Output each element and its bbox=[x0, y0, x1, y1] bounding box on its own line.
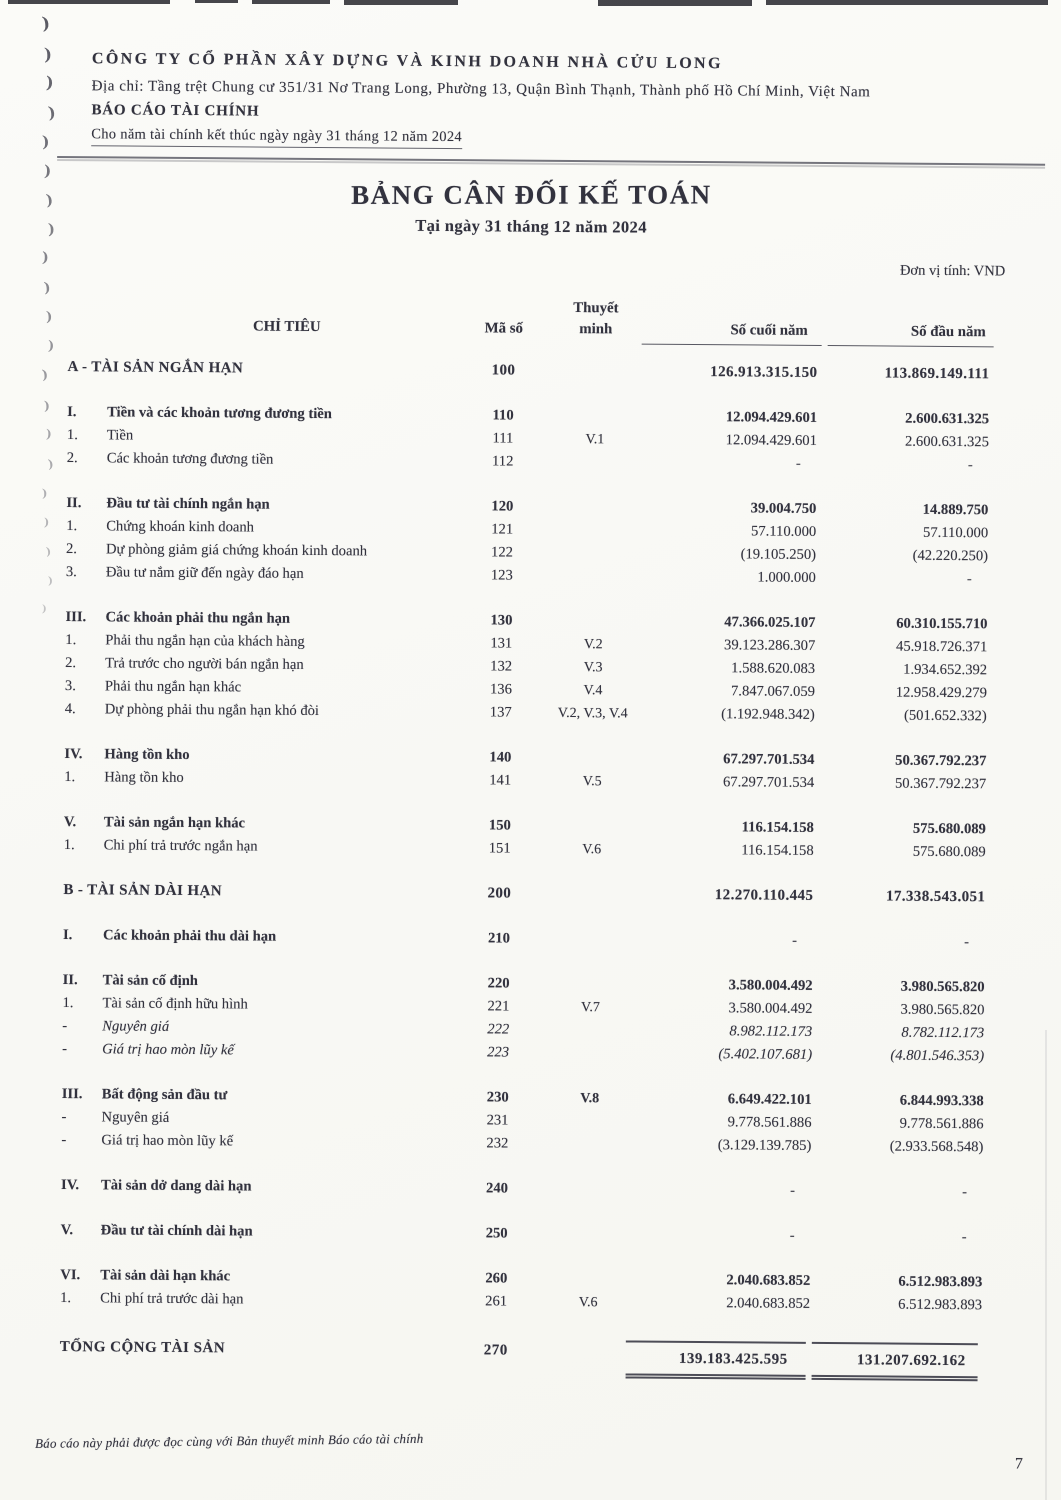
row-note bbox=[532, 815, 652, 839]
row-beginning-value: - bbox=[961, 1229, 967, 1246]
row-beginning-value: (501.652.332) bbox=[903, 707, 987, 725]
row-code: 250 bbox=[485, 1225, 508, 1242]
binding-hole-icon: ) bbox=[41, 249, 49, 267]
row-note bbox=[534, 542, 654, 566]
row-label bbox=[59, 629, 469, 655]
row-label-text: Hàng tồn kho bbox=[104, 746, 190, 764]
row-note bbox=[529, 1223, 649, 1247]
row-label-text: Đầu tư nắm giữ đến ngày đáo hạn bbox=[105, 564, 304, 582]
row-ending-value: 1.000.000 bbox=[757, 569, 816, 586]
row-ending-value: 39.123.286.307 bbox=[724, 637, 816, 654]
row-note: V.8 bbox=[580, 1091, 600, 1107]
row-code: 223 bbox=[487, 1044, 510, 1061]
row-code: 141 bbox=[489, 772, 512, 789]
row-beginning-value: 45.918.726.371 bbox=[896, 638, 988, 656]
row-label bbox=[54, 1264, 464, 1290]
row-ending-value: 6.649.422.101 bbox=[727, 1091, 812, 1108]
row-prefix: IV. bbox=[60, 1177, 80, 1194]
row-note bbox=[534, 565, 654, 589]
binding-hole-icon: ) bbox=[45, 426, 52, 442]
row-ending-value: 116.154.158 bbox=[741, 842, 814, 859]
row-label bbox=[58, 743, 468, 769]
row-beginning-value: 1.934.652.392 bbox=[903, 661, 988, 679]
row-ending-value: 3.580.004.492 bbox=[728, 977, 813, 994]
row-label-text: Dự phòng phải thu ngắn hạn khó đòi bbox=[104, 701, 320, 720]
row-prefix: III. bbox=[61, 1086, 83, 1103]
row-prefix: 1. bbox=[64, 769, 76, 786]
table-row bbox=[54, 1336, 994, 1381]
row-label-text: Phải thu ngắn hạn của khách hàng bbox=[105, 632, 305, 650]
row-label-text: Tài sản dở dang dài hạn bbox=[100, 1177, 252, 1195]
row-note bbox=[533, 610, 653, 634]
row-note: V.2 bbox=[583, 637, 603, 653]
row-label bbox=[59, 652, 469, 678]
row-prefix: 2. bbox=[65, 541, 78, 558]
row-note bbox=[529, 1110, 649, 1134]
row-prefix: 1. bbox=[66, 427, 78, 444]
row-beginning-value: 57.110.000 bbox=[922, 524, 989, 542]
binding-hole-icon: ) bbox=[47, 574, 54, 587]
table-row bbox=[55, 1219, 995, 1249]
row-ending-value: 8.982.112.173 bbox=[729, 1023, 813, 1040]
row-note: V.2, V.3, V.4 bbox=[557, 705, 628, 722]
row-code: 121 bbox=[491, 521, 514, 538]
binding-hole-icon: ) bbox=[45, 190, 54, 210]
row-code: 136 bbox=[489, 681, 512, 698]
row-code: 122 bbox=[491, 544, 514, 561]
row-prefix: II. bbox=[62, 972, 78, 989]
row-beginning-value: 60.310.155.710 bbox=[896, 615, 988, 633]
row-code: 210 bbox=[487, 930, 510, 947]
row-ending-value: (5.402.107.681) bbox=[718, 1046, 813, 1063]
row-prefix: IV. bbox=[64, 746, 83, 763]
row-label bbox=[61, 401, 471, 427]
row-label-text: Tiền bbox=[106, 427, 134, 444]
row-code: 240 bbox=[486, 1180, 509, 1197]
row-label bbox=[58, 834, 468, 860]
row-prefix: III. bbox=[65, 609, 87, 626]
row-code: 151 bbox=[488, 840, 511, 857]
row-label bbox=[60, 538, 470, 564]
row-ending-value: (19.105.250) bbox=[740, 546, 817, 563]
binding-hole-icon: ) bbox=[41, 367, 49, 384]
row-ending-value: 67.297.701.534 bbox=[722, 774, 815, 791]
row-ending-value: 1.588.620.083 bbox=[731, 660, 816, 677]
row-note bbox=[535, 451, 655, 475]
row-ending-value: 39.004.750 bbox=[750, 500, 817, 517]
column-header-beginning-balance: Số đầu năm bbox=[828, 323, 994, 347]
document-title: BẢNG CÂN ĐỐI KẾ TOÁN bbox=[351, 179, 712, 210]
row-code: 231 bbox=[486, 1112, 509, 1129]
binding-hole-icon: ) bbox=[47, 220, 56, 238]
row-prefix: II. bbox=[66, 495, 82, 512]
company-address: Địa chỉ: Tầng trệt Chung cư 351/31 Nơ Trang Long, Phường 13, Quận Bình Thạnh, Thành phố Hồ Chí Minh, Việt Nam bbox=[91, 78, 871, 101]
row-label-text: Đầu tư tài chính dài hạn bbox=[100, 1222, 253, 1240]
row-label bbox=[56, 1015, 466, 1041]
row-code: 132 bbox=[490, 658, 513, 675]
row-beginning-value: (42.220.250) bbox=[912, 547, 989, 565]
column-header-ending-balance: Số cuối năm bbox=[642, 322, 822, 346]
report-type-label: BÁO CÁO TÀI CHÍNH bbox=[91, 102, 260, 120]
row-beginning-value: 575.680.089 bbox=[912, 843, 986, 861]
row-prefix: 1. bbox=[60, 1290, 72, 1307]
row-label bbox=[61, 447, 471, 473]
row-code: 123 bbox=[490, 567, 513, 584]
row-prefix: 3. bbox=[64, 678, 76, 695]
row-note bbox=[531, 973, 651, 997]
company-name: CÔNG TY CỔ PHẦN XÂY DỰNG VÀ KINH DOANH NHÀ CỬU LONG bbox=[91, 50, 723, 73]
row-ending-value: 126.913.315.150 bbox=[710, 364, 818, 381]
row-ending-value: 12.094.429.601 bbox=[725, 409, 818, 426]
row-note bbox=[535, 405, 655, 429]
currency-unit-label: Đơn vị tính: VND bbox=[899, 262, 1006, 280]
row-label bbox=[56, 992, 466, 1018]
binding-hole-icon: ) bbox=[41, 485, 48, 501]
row-note: V.6 bbox=[578, 1295, 598, 1311]
row-code: 137 bbox=[489, 704, 512, 721]
row-beginning-value: - bbox=[966, 571, 972, 588]
row-note bbox=[529, 1178, 649, 1202]
row-ending-value: 47.366.025.107 bbox=[724, 614, 816, 631]
row-note bbox=[530, 1042, 650, 1066]
row-code: 131 bbox=[490, 635, 513, 652]
row-label bbox=[60, 492, 470, 518]
row-beginning-value: 113.869.149.111 bbox=[884, 365, 990, 383]
row-code: 112 bbox=[491, 453, 514, 470]
row-ending-value: 67.297.701.534 bbox=[723, 751, 815, 768]
fiscal-period-label: Cho năm tài chính kết thúc ngày ngày 31 tháng 12 năm 2024 bbox=[91, 126, 462, 149]
row-beginning-value: 50.367.792.237 bbox=[895, 752, 987, 770]
row-note: V.3 bbox=[583, 660, 603, 676]
row-code: 232 bbox=[486, 1135, 509, 1152]
row-note bbox=[534, 496, 654, 520]
binding-hole-icon: ) bbox=[41, 603, 47, 616]
row-beginning-value: 14.889.750 bbox=[922, 501, 989, 519]
row-label bbox=[59, 606, 469, 632]
row-label bbox=[55, 1129, 465, 1155]
row-label bbox=[57, 924, 467, 950]
row-ending-value: 57.110.000 bbox=[751, 523, 817, 540]
row-beginning-value: 6.512.983.893 bbox=[898, 1273, 983, 1291]
row-beginning-value: 131.207.692.162 bbox=[812, 1342, 978, 1381]
row-code: 150 bbox=[488, 817, 511, 834]
row-beginning-value: 8.782.112.173 bbox=[901, 1024, 985, 1042]
row-prefix: 3. bbox=[65, 564, 77, 581]
row-label-text: Bất động sản đầu tư bbox=[101, 1086, 228, 1104]
row-label-text: Các khoản phải thu ngắn hạn bbox=[105, 609, 291, 627]
row-note bbox=[531, 928, 651, 952]
document-subtitle: Tại ngày 31 tháng 12 năm 2024 bbox=[415, 215, 647, 237]
binding-hole-icon: ) bbox=[43, 279, 52, 296]
binding-hole-icon: ) bbox=[43, 397, 51, 413]
footer-note: Báo cáo này phải được đọc cùng với Bản thuyết minh Báo cáo tài chính bbox=[34, 1430, 424, 1451]
row-label-text: Tài sản ngắn hạn khác bbox=[103, 814, 246, 832]
binding-hole-icon: ) bbox=[47, 456, 55, 471]
binding-hole-icon: ) bbox=[43, 515, 50, 529]
row-code: 221 bbox=[487, 998, 510, 1015]
table-body bbox=[54, 356, 1002, 1381]
column-header-item: CHỈ TIÊU bbox=[252, 318, 321, 336]
row-code: 140 bbox=[489, 749, 512, 766]
row-beginning-value: (4.801.546.353) bbox=[890, 1047, 985, 1065]
row-label-text: Nguyên giá bbox=[102, 1018, 170, 1035]
binding-hole-icon: ) bbox=[45, 72, 55, 93]
row-label bbox=[54, 1336, 464, 1377]
row-note: V.6 bbox=[582, 842, 602, 858]
row-ending-value: 3.580.004.492 bbox=[728, 1000, 813, 1017]
row-note: V.1 bbox=[585, 432, 605, 448]
row-beginning-value: 3.980.565.820 bbox=[900, 1001, 985, 1019]
row-ending-value: 12.094.429.601 bbox=[725, 432, 817, 449]
row-code: 110 bbox=[492, 407, 514, 424]
row-beginning-value: 50.367.792.237 bbox=[894, 775, 987, 793]
row-label bbox=[58, 811, 468, 837]
table-row bbox=[61, 356, 1001, 386]
row-ending-value: - bbox=[792, 932, 798, 949]
row-prefix: VI. bbox=[60, 1267, 81, 1284]
row-prefix: - bbox=[62, 1018, 68, 1035]
row-beginning-value: 575.680.089 bbox=[912, 820, 986, 838]
row-note: V.4 bbox=[583, 683, 603, 699]
row-code: 230 bbox=[486, 1089, 509, 1106]
row-label bbox=[60, 561, 470, 587]
row-label bbox=[60, 515, 470, 541]
row-ending-value: 9.778.561.886 bbox=[727, 1114, 812, 1131]
row-code: 220 bbox=[487, 975, 510, 992]
binding-hole-icon: ) bbox=[41, 131, 50, 152]
row-label-text: Các khoản phải thu dài hạn bbox=[102, 927, 277, 945]
row-ending-value: (1.192.948.342) bbox=[721, 706, 815, 723]
row-beginning-value: 12.958.429.279 bbox=[895, 684, 988, 702]
row-ending-value: - bbox=[790, 1182, 796, 1199]
binding-hole-icon: ) bbox=[43, 161, 52, 180]
row-label-text: Chi phí trả trước ngắn hạn bbox=[103, 837, 258, 855]
row-label-text: Giá trị hao mòn lũy kế bbox=[102, 1041, 234, 1059]
binding-hole-icon: ) bbox=[45, 308, 53, 326]
row-beginning-value: - bbox=[964, 934, 970, 951]
row-label-text: Tiền và các khoản tương đương tiền bbox=[107, 404, 332, 423]
row-prefix: 1. bbox=[62, 995, 74, 1012]
row-note bbox=[531, 883, 651, 907]
row-beginning-value: 9.778.561.886 bbox=[899, 1115, 984, 1133]
row-label bbox=[56, 1083, 466, 1109]
row-label bbox=[56, 1038, 466, 1064]
row-label bbox=[61, 356, 471, 382]
row-label-text: A - TÀI SẢN NGẮN HẠN bbox=[67, 359, 244, 377]
row-label-text: Chứng khoán kinh doanh bbox=[106, 518, 255, 536]
row-label-text: Tài sản cố định hữu hình bbox=[102, 995, 248, 1013]
row-ending-value: 2.040.683.852 bbox=[726, 1272, 811, 1289]
binding-hole-icon: ) bbox=[43, 43, 53, 64]
row-label bbox=[61, 424, 471, 450]
row-prefix: - bbox=[61, 1109, 67, 1126]
row-prefix: 1. bbox=[66, 518, 78, 535]
row-code: 120 bbox=[491, 498, 514, 515]
row-code: 111 bbox=[492, 430, 514, 447]
row-label-text: Tài sản dài hạn khác bbox=[100, 1267, 231, 1285]
row-label bbox=[55, 1174, 465, 1200]
row-label-text: Trả trước cho người bán ngắn hạn bbox=[105, 655, 304, 673]
row-label-text: Các khoản tương đương tiền bbox=[106, 450, 274, 468]
row-label bbox=[58, 766, 468, 792]
row-label-text: Dự phòng giảm giá chứng khoán kinh doanh bbox=[105, 541, 368, 560]
row-label-text: Phải thu ngắn hạn khác bbox=[104, 678, 242, 696]
row-note bbox=[532, 747, 652, 771]
row-prefix: 1. bbox=[63, 837, 75, 854]
row-ending-value: - bbox=[789, 1227, 795, 1244]
row-prefix: V. bbox=[63, 814, 77, 831]
binding-hole-icon: ) bbox=[47, 102, 57, 122]
row-ending-value: 116.154.158 bbox=[741, 819, 814, 836]
row-ending-value: 7.847.067.059 bbox=[730, 683, 816, 700]
row-prefix: 2. bbox=[66, 450, 78, 467]
row-beginning-value: 6.512.983.893 bbox=[898, 1296, 983, 1314]
column-header-code: Mã số bbox=[484, 320, 523, 337]
row-ending-value: 2.040.683.852 bbox=[726, 1295, 811, 1312]
row-code: 200 bbox=[487, 885, 512, 902]
row-prefix: 2. bbox=[65, 655, 77, 672]
row-ending-value: 139.183.425.595 bbox=[626, 1340, 806, 1379]
row-prefix: - bbox=[62, 1041, 68, 1058]
row-label bbox=[55, 1219, 465, 1245]
row-note bbox=[529, 1133, 649, 1157]
row-label-text: B - TÀI SẢN DÀI HẠN bbox=[63, 882, 223, 900]
row-note: V.7 bbox=[580, 1000, 600, 1016]
row-label bbox=[57, 879, 467, 905]
binding-hole-icon: ) bbox=[40, 13, 52, 35]
header-divider bbox=[57, 156, 1045, 166]
row-ending-value: 12.270.110.445 bbox=[714, 887, 814, 904]
row-label bbox=[59, 675, 469, 701]
row-ending-value: (3.129.139.785) bbox=[717, 1137, 812, 1154]
row-code: 222 bbox=[487, 1021, 510, 1038]
row-code: 261 bbox=[485, 1293, 508, 1310]
table-header bbox=[62, 294, 1002, 347]
row-prefix: I. bbox=[67, 404, 77, 421]
binding-hole-icon: ) bbox=[47, 338, 55, 354]
row-beginning-value: 17.338.543.051 bbox=[885, 888, 986, 906]
row-code: 100 bbox=[491, 362, 516, 379]
row-label-text: Nguyên giá bbox=[101, 1109, 170, 1126]
page-number: 7 bbox=[1014, 1455, 1023, 1473]
row-label bbox=[54, 1287, 464, 1313]
row-note bbox=[535, 360, 655, 384]
table-row bbox=[57, 924, 997, 954]
row-label-text: Chi phí trả trước dài hạn bbox=[100, 1290, 244, 1308]
row-beginning-value: - bbox=[962, 1184, 968, 1201]
row-prefix: 4. bbox=[64, 701, 76, 718]
row-beginning-value: 2.600.631.325 bbox=[905, 410, 990, 428]
row-label bbox=[59, 698, 469, 724]
row-prefix: I. bbox=[62, 927, 73, 944]
row-label-text: Giá trị hao mòn lũy kế bbox=[101, 1132, 234, 1150]
row-label bbox=[57, 969, 467, 995]
row-code: 270 bbox=[483, 1342, 508, 1359]
row-beginning-value: (2.933.568.548) bbox=[889, 1138, 984, 1156]
row-code: 260 bbox=[485, 1270, 508, 1287]
row-note: V.5 bbox=[582, 774, 602, 790]
row-label-text: TỔNG CỘNG TÀI SẢN bbox=[59, 1339, 226, 1357]
row-beginning-value: 2.600.631.325 bbox=[904, 433, 989, 451]
row-beginning-value: 3.980.565.820 bbox=[900, 978, 985, 996]
row-beginning-value: - bbox=[967, 457, 973, 474]
row-note bbox=[534, 519, 654, 543]
row-beginning-value: 6.844.993.338 bbox=[899, 1092, 984, 1110]
row-prefix: V. bbox=[60, 1222, 74, 1239]
row-ending-value: - bbox=[795, 455, 801, 472]
table-row bbox=[55, 1174, 995, 1204]
row-prefix: - bbox=[61, 1132, 67, 1149]
row-prefix: 1. bbox=[65, 632, 77, 649]
column-header-note: Thuyết minh bbox=[573, 300, 619, 338]
row-label-text: Tài sản cố định bbox=[102, 972, 199, 990]
binding-hole-icon: ) bbox=[45, 544, 52, 559]
row-label bbox=[55, 1106, 465, 1132]
row-label-text: Đầu tư tài chính ngắn hạn bbox=[106, 495, 270, 513]
row-note bbox=[530, 1019, 650, 1043]
row-label-text: Hàng tồn kho bbox=[104, 769, 184, 786]
row-note bbox=[528, 1268, 648, 1292]
table-row bbox=[57, 879, 997, 909]
row-code: 130 bbox=[490, 612, 513, 629]
